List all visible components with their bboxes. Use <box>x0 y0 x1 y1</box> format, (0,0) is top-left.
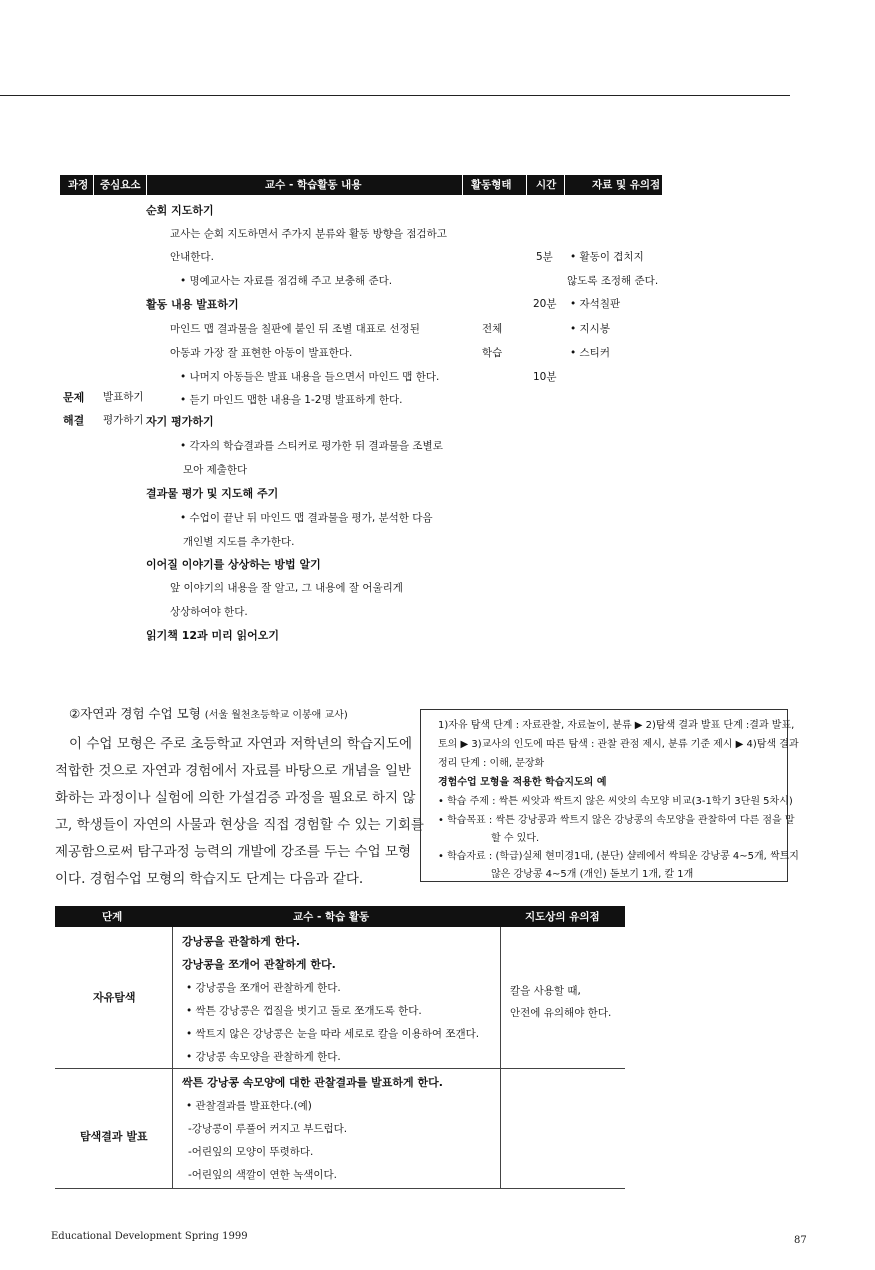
body-line: 적합한 것으로 자연과 경험에서 자료를 바탕으로 개념을 일반 <box>55 763 412 779</box>
content-line: 아동과 가장 잘 표현한 아동이 발표한다. <box>170 347 353 359</box>
table-row-divider <box>55 1068 625 1069</box>
sidebox-bullet-cont: 할 수 있다. <box>491 833 540 844</box>
stage-label-solution: 해결 <box>63 414 85 427</box>
content-bullet: • 수업이 끝난 뒤 마인드 맵 결과물을 평가, 분석한 다음 <box>180 512 433 524</box>
activity-bullet: • 강낭콩 속모양을 관찰하게 한다. <box>186 1051 341 1063</box>
sidebox-bullet: • 학습목표 : 싹튼 강낭콩과 싹트지 않은 강낭콩의 속모양을 관찰하여 다른 점을 말 <box>438 815 795 826</box>
header-time: 시간 <box>536 179 557 191</box>
activity-bullet: • 강낭콩을 쪼개어 관찰하게 한다. <box>186 982 341 994</box>
table-bottom-rule <box>55 1188 625 1189</box>
header-process: 과정 <box>68 179 89 191</box>
content-line: 상상하여야 한다. <box>170 606 248 618</box>
stage-table-header <box>55 906 625 927</box>
activity-form-value: 학습 <box>482 347 503 359</box>
body-line: 고, 학생들이 자연의 사물과 현상을 직접 경험할 수 있는 기회를 <box>55 817 424 833</box>
section-title-text: ②자연과 경험 수업 모형 <box>69 706 201 721</box>
header-content: 교수 - 학습활동 내용 <box>265 179 362 191</box>
element-label-evaluate: 평가하기 <box>103 414 144 426</box>
activity-heading: 강낭콩을 관찰하게 한다. <box>182 935 301 948</box>
content-line: 모아 제출한다 <box>183 464 248 476</box>
activity-bullet: • 싹트지 않은 강낭콩은 눈을 따라 세로로 칼을 이용하여 쪼갠다. <box>186 1028 480 1040</box>
content-bullet: • 각자의 학습결과를 스티커로 평가한 뒤 결과물을 조별로 <box>180 440 443 452</box>
sidebox-example-title: 경험수업 모형을 적용한 학습지도의 예 <box>438 777 607 788</box>
material-note: • 자석칠판 <box>570 298 621 310</box>
body-line: 이 수업 모형은 주로 초등학교 자연과 저학년의 학습지도에 <box>69 736 413 752</box>
content-heading: 순회 지도하기 <box>146 204 214 217</box>
content-line: 안내한다. <box>170 251 214 263</box>
journal-footer: Educational Development Spring 1999 <box>51 1231 248 1242</box>
header-materials: 자료 및 유의점 <box>592 179 661 191</box>
content-heading: 자기 평가하기 <box>146 415 214 428</box>
activity-example: -어린잎의 색깔이 연한 녹색이다. <box>188 1169 337 1181</box>
time-value: 10분 <box>533 371 557 383</box>
element-label-present: 발표하기 <box>103 391 144 403</box>
content-line: 교사는 순회 지도하면서 주가지 분류와 활동 방향을 점검하고 <box>170 228 447 240</box>
body-line: 이다. 경험수업 모형의 학습지도 단계는 다음과 같다. <box>55 871 364 887</box>
material-note: 않도록 조정해 준다. <box>567 275 659 287</box>
section-title <box>69 704 348 722</box>
content-bullet: • 나머지 아동들은 발표 내용을 들으면서 마인드 맵 한다. <box>180 371 440 383</box>
header-activity: 교수 - 학습 활동 <box>293 911 370 923</box>
content-line: 개인별 지도를 추가한다. <box>183 536 295 548</box>
header-activity-form: 활동형태 <box>471 179 512 191</box>
activity-bullet: • 싹튼 강낭콩은 껍질을 벗기고 둘로 쪼개도록 한다. <box>186 1005 422 1017</box>
table-divider <box>500 927 501 1189</box>
activity-bullet: • 관찰결과를 발표한다.(예) <box>186 1100 312 1112</box>
header-stage: 단계 <box>102 911 123 923</box>
table-divider <box>172 927 173 1189</box>
stage-name: 자유탐색 <box>93 991 136 1004</box>
content-heading: 활동 내용 발표하기 <box>146 298 239 311</box>
material-note: • 활동이 겹치지 <box>570 251 644 263</box>
content-heading: 이어질 이야기를 상상하는 방법 알기 <box>146 558 321 571</box>
guidance-note: 칼을 사용할 때, <box>510 985 581 997</box>
content-line: 앞 이야기의 내용을 잘 알고, 그 내용에 잘 어울리게 <box>170 582 403 594</box>
header-notes: 지도상의 유의점 <box>525 911 600 923</box>
sidebox-bullet: • 학습자료 : (학급)실체 현미경1대, (분단) 샬레에서 싹틔운 강낭콩 4~5개, 싹트지 <box>438 851 799 862</box>
activity-form-value: 전체 <box>482 323 503 335</box>
stage-label-problem: 문제 <box>63 391 85 404</box>
content-bullet: • 듣기 마인드 맵한 내용을 1-2명 발표하게 한다. <box>180 394 403 406</box>
lesson-table-header <box>60 175 662 195</box>
top-rule <box>0 95 790 96</box>
stage-name: 탐색결과 발표 <box>80 1130 148 1143</box>
material-note: • 지시봉 <box>570 323 610 335</box>
activity-heading: 싹튼 강낭콩 속모양에 대한 관찰결과를 발표하게 한다. <box>182 1076 443 1089</box>
sidebox-line: 정리 단계 : 이해, 문장화 <box>438 758 545 769</box>
activity-example: -어린잎의 모양이 뚜렷하다. <box>188 1146 314 1158</box>
activity-example: -강낭콩이 루풀어 커지고 부드럽다. <box>188 1123 348 1135</box>
time-value: 20분 <box>533 298 557 310</box>
content-line: 마인드 맵 결과물을 칠판에 붙인 뒤 조별 대표로 선정된 <box>170 323 420 335</box>
section-title-note: (서울 월천초등학교 이봉애 교사) <box>204 710 348 721</box>
body-line: 화하는 과정이나 실험에 의한 가설검증 과정을 필요로 하지 않 <box>55 790 416 806</box>
activity-heading: 강낭콩을 쪼개어 관찰하게 한다. <box>182 958 336 971</box>
body-line: 제공함으로써 탐구과정 능력의 개발에 강조를 두는 수업 모형 <box>55 844 412 860</box>
content-heading: 결과물 평가 및 지도해 주기 <box>146 487 279 500</box>
header-element: 중심요소 <box>100 179 141 191</box>
content-bullet: • 명예교사는 자료를 점검해 주고 보충해 준다. <box>180 275 393 287</box>
sidebox-line: 1)자유 탐색 단계 : 자료관찰, 자료놀이, 분류 ▶ 2)탐색 결과 발표 단계 :결과 발표, <box>438 720 795 731</box>
material-note: • 스티커 <box>570 347 610 359</box>
time-value: 5분 <box>536 251 553 263</box>
content-heading: 읽기책 12과 미리 읽어오기 <box>146 629 280 642</box>
sidebox-bullet-cont: 않은 강낭콩 4~5개 (개인) 돋보기 1개, 칼 1개 <box>491 869 694 880</box>
sidebox-bullet: • 학습 주제 : 싹튼 씨앗과 싹트지 않은 씨앗의 속모양 비교(3-1학기 3단원 5차시) <box>438 796 793 807</box>
guidance-note: 안전에 유의해야 한다. <box>510 1007 612 1019</box>
page-number: 87 <box>794 1235 807 1246</box>
sidebox-line: 토의 ▶ 3)교사의 인도에 따른 탐색 : 관찰 관점 제시, 분류 기준 제시 ▶ 4)탐색 결과 <box>438 739 799 750</box>
